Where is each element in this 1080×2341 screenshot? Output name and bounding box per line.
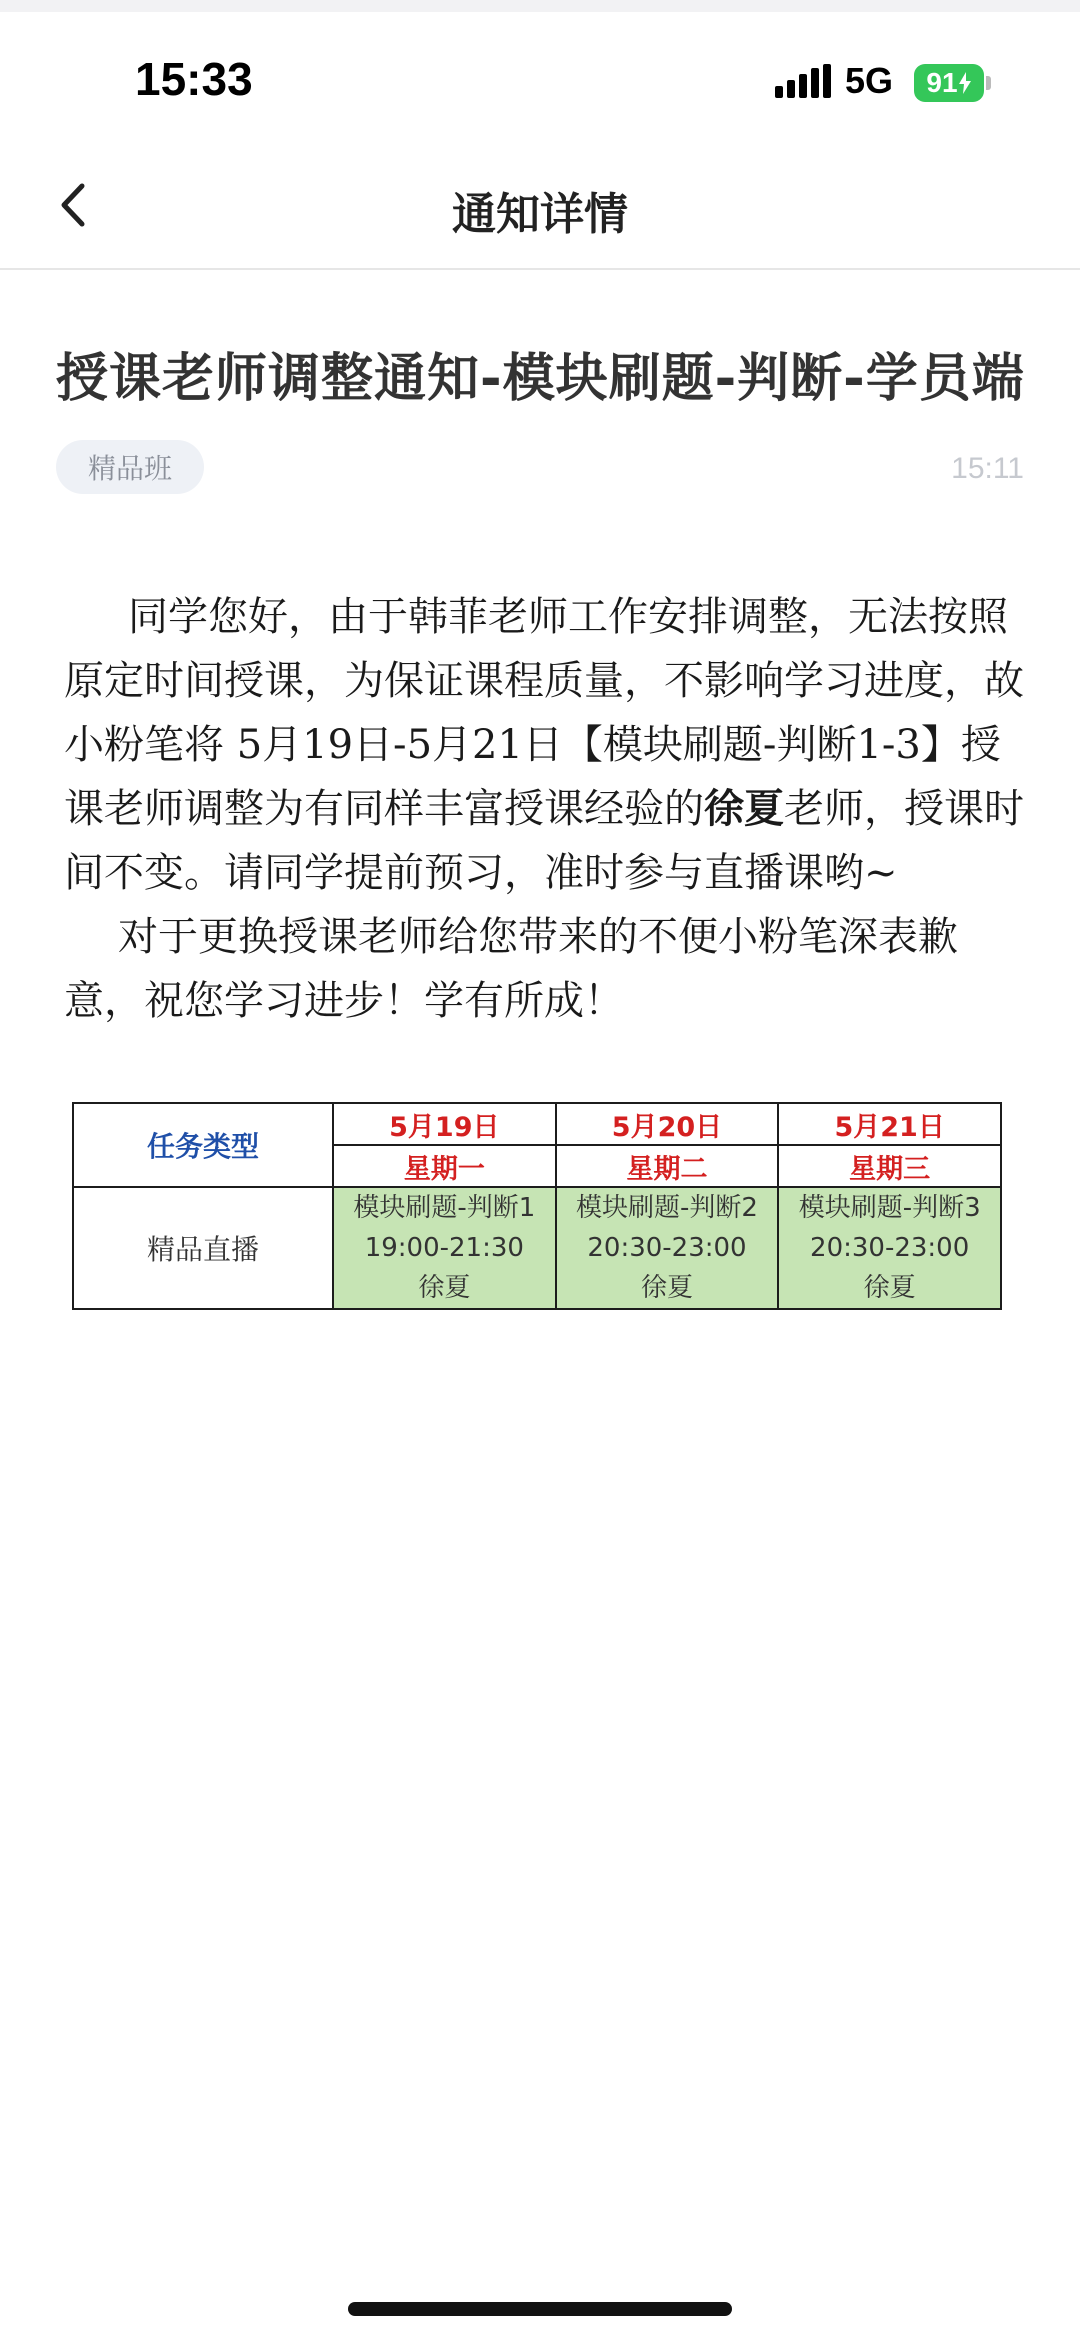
notice-paragraph-2 [64,905,1024,1033]
status-bar [0,12,1080,142]
session-time: 19:00-21:30 [364,1233,524,1263]
session-teacher: 徐夏 [640,1273,693,1303]
session-cell [556,1187,779,1309]
notice-body [64,585,1024,1033]
signal-icon [775,64,831,100]
session-teacher: 徐夏 [863,1273,916,1303]
battery-level: 91 [926,67,958,98]
notice-title: 授课老师调整通知-模块刷题-判断-学员端 [56,349,1025,409]
class-tag [56,440,204,494]
page-title: 通知详情 [452,189,628,240]
session-time: 20:30-23:00 [587,1233,747,1263]
battery-cap [986,76,991,90]
weekday-header: 星期一 [333,1145,556,1187]
home-indicator[interactable] [348,2302,732,2316]
session-cell [778,1187,1001,1309]
session-course: 模块刷题-判断1 [353,1193,536,1223]
class-tag-label: 精品班 [88,452,173,485]
date-header: 5月21日 [778,1103,1001,1145]
session-course: 模块刷题-判断2 [576,1193,758,1223]
navigation-bar [0,142,1080,270]
session-time: 20:30-23:00 [810,1233,970,1263]
new-teacher-name: 徐夏 [704,785,784,832]
session-teacher: 徐夏 [418,1273,471,1303]
battery-icon [914,64,984,102]
date-header: 5月19日 [333,1103,556,1145]
charging-bolt-icon [958,72,972,94]
notice-paragraph-1 [64,585,1024,905]
date-header: 5月20日 [556,1103,779,1145]
weekday-header: 星期二 [556,1145,779,1187]
weekday-header: 星期三 [778,1145,1001,1187]
status-time: 15:33 [135,53,253,105]
paragraph-1-text: 同学您好，由于韩菲老师工作安排调整，无法按照原定时间授课，为保证课程质量，不影响学习进度，故小粉笔将 5月19日-5月21日【模块刷题-判断1-3】授课老师调整为有同样丰富授课经验的 [64,594,1024,832]
schedule-table [72,1102,1002,1310]
session-course: 模块刷题-判断3 [798,1193,981,1223]
task-type-header: 任务类型 [73,1103,333,1187]
network-label: 5G [845,60,894,101]
paragraph-1-text-end: 老师，授课时间不变。请同学提前预习，准时参与直播课哟~ [64,786,1024,896]
session-cell [333,1187,556,1309]
paragraph-2-text: 对于更换授课老师给您带来的不便小粉笔深表歉意，祝您学习进步！学有所成！ [64,914,958,1024]
notice-timestamp: 15:11 [951,452,1024,485]
top-strip [0,0,1080,12]
row-label-live: 精品直播 [73,1187,333,1309]
